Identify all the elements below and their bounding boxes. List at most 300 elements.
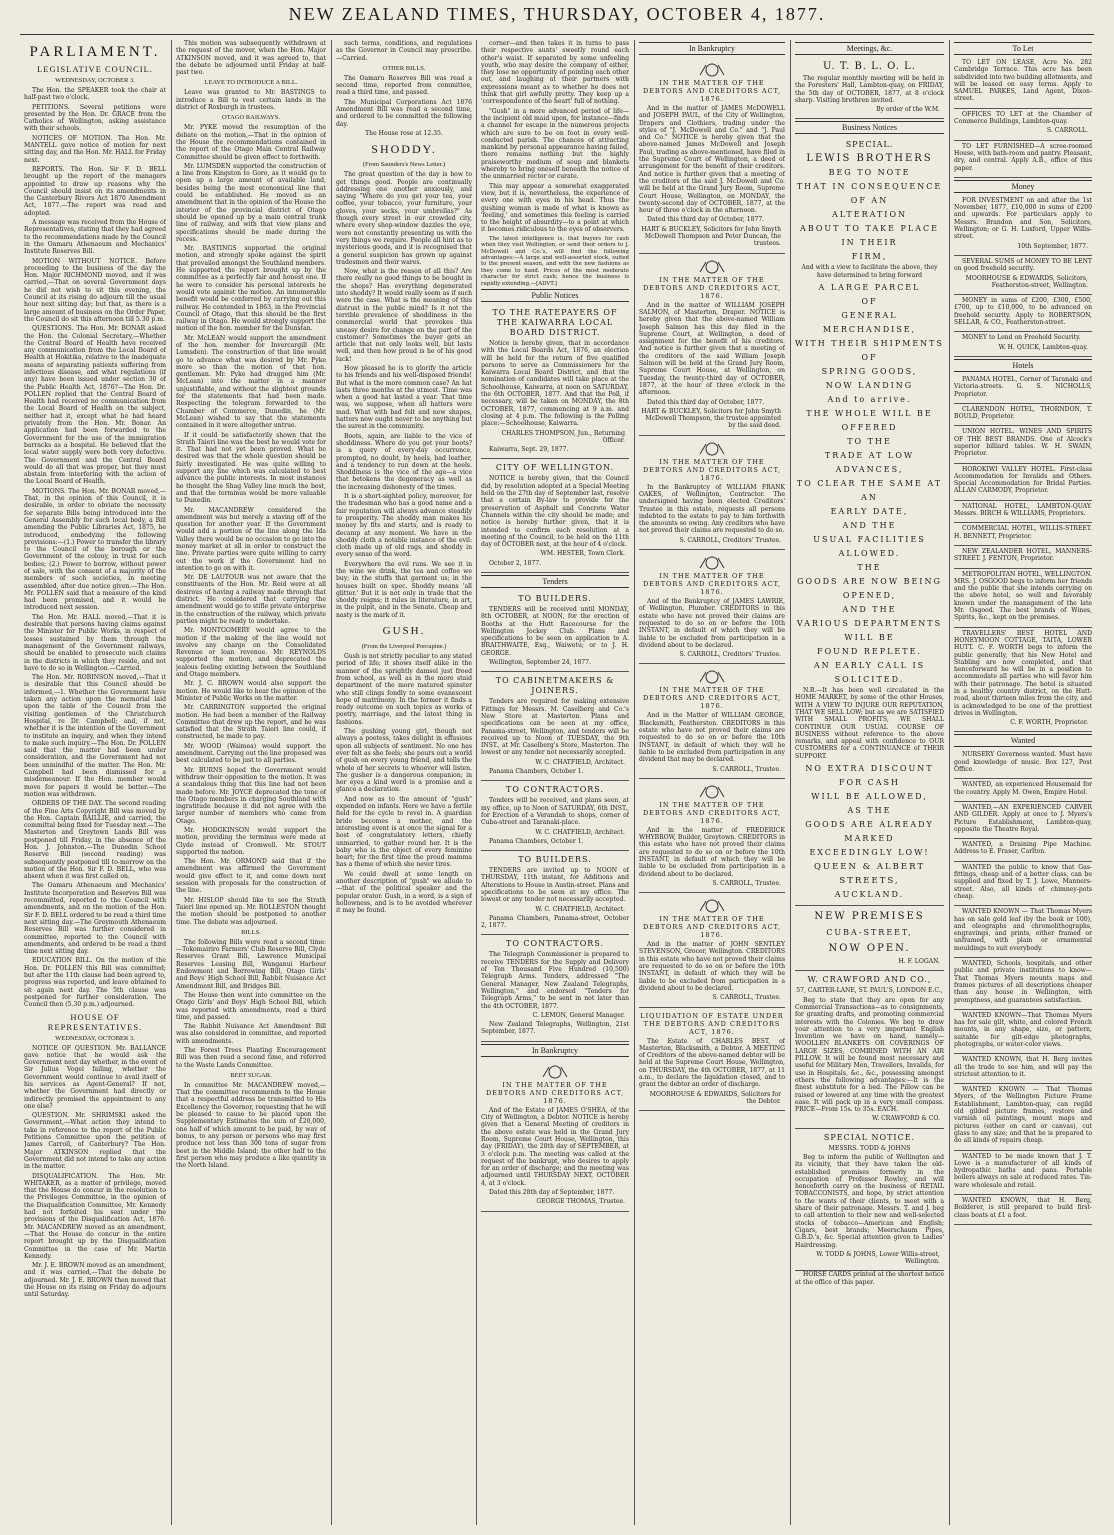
paragraph: "Gush" in a more advanced period of life—the incipient old maid upon, for instance—finds a channel for escape in the numerous projects which are sure to be on foot in every well-conducted parish. The chances of attracting mankind by personal appearance having failed, there remains nothing but the highly praiseworthy medium of soup and blankets whereby to bring oneself beneath the notice of the unmarried rector or curate. <box>481 107 629 181</box>
ad-display-line: BEG TO NOTE <box>828 168 911 178</box>
ad-heading: NEW PREMISES <box>814 911 925 923</box>
bankruptcy-notice <box>639 550 785 664</box>
advertisement: The latest intelligence is, that buyers for cash when they visit Wellington, or send their orders to J. McDowell and Co.'s, will find the following advantages:—A large and well-assorted stock, suited to the present season, and with the new fashions as they come to hand. Prices of the most moderate character for strict cash; hence the business is rapidly extending.—[ADVT.] <box>481 235 629 287</box>
ad-body: MONEY in sums of £200, £300, £500, £700, up to £10,000, to be advanced on freehold security. Apply to ROBERTSON, SELLAR, & CO., Featherston-street. <box>954 297 1092 327</box>
tender-body: The Telegraph Commissioner is prepared to receive TENDERS for the Supply and Delivery of Ten Thousand Five Hundred (10,500) Telegraph Arms. Tenders, addressed "The General Manager, New Zealand Telegraphs, Wellington," and endorsed "Tenders for Telegraph Arms," to be sent in not later than the 4th OCTOBER, 1877. <box>481 951 629 1010</box>
ad-body: NEW ZEALANDER HOTEL, MANNERS-STREET. J. FENTON, Proprietor. <box>954 547 1092 563</box>
bankruptcy-body: In the Bankruptcy of WILLIAM FRANK OAKES, of Wellington, Contractor. The undersigned having been elected Creditors' Trustee in this estate, requests all persons indebted to the estate to pay to him forthwith the amounts so owing. Any creditors who have not proved their claims are requested to do so. <box>639 483 785 535</box>
ad-display-line: AND THE <box>842 521 897 531</box>
column-rule <box>634 40 635 1525</box>
liquidation-notice <box>639 1008 785 1112</box>
ad-body: TO LET FURNISHED—A scree-roomed House, with bath-room and pantry. Pleasant, dry, and central. Apply A.B., office of this paper. <box>954 142 1092 172</box>
ad-address: QUEEN & ALBERT STREETS, <box>813 862 926 887</box>
paragraph: PETITIONS. Several petitions were presented by the Hon. Dr. GRACE from the Catholics of Wellington, asking assistance with their schools. <box>24 103 166 133</box>
hotel-ad <box>954 464 1092 501</box>
classified-ad <box>954 109 1092 141</box>
hotel-ad <box>954 546 1092 569</box>
bankruptcy-signature: HART & BUCKLEY, Solicitors for John Smyth McDowell Thompson and Peter Duncan, the trustees. <box>641 225 781 248</box>
ad-signature: H. F. LOGAN. <box>898 958 940 966</box>
wanted-ad <box>954 839 1092 862</box>
ad-display-line: EXCEEDINGLY LOW! <box>809 848 930 858</box>
meeting-signature: By order of the W.M. <box>876 106 940 114</box>
ad-signature: C. F. WORTH, Proprietor. <box>1010 719 1088 727</box>
ad-signature: W. TODD & JOHNS, Lower Willis-street, Wellington. <box>816 1250 940 1266</box>
paragraph: Now, what is the reason of all this? Are there really no good things to be bought in the shops? Has everything degenerated into shoddy? It would really seem as if such were the case. What is the meaning of this distrust in the public mind? Is it not the terrible prevalence of shoddiness in the commercial world that provokes this uneasy desire for change on the part of the customer? Sometimes the buyer gets an article that not only looks well, but lasts well, and then how proud is he of his good luck! <box>336 268 472 363</box>
tender-date: Panama Chambers, October 1. <box>489 837 584 845</box>
bankruptcy-signature: GEORGE THOMAS, Trustee. <box>536 1198 625 1206</box>
wanted-ad <box>954 1054 1092 1084</box>
paragraph: The Hon. the SPEAKER took the chair at half-past two o'clock. <box>24 87 166 102</box>
article-source: (From the Liverpool Porcupine.) <box>361 643 447 651</box>
ad-display-line: WILL BE <box>844 633 895 643</box>
paragraph: QUESTION. Mr. SHRIMSKI asked the Government,—What action they intend to take in reference to the report of the Public Petitions Committee upon the petition of James Carroll, of Canterbury? The Hon. Major ATKINSON replied that the Government did not intend to take any action in the matter. <box>24 1112 166 1171</box>
tender-ad <box>481 590 629 672</box>
subheading: BEET SUGAR. <box>230 1071 272 1079</box>
section-header: In Bankruptcy <box>639 42 785 55</box>
bankruptcy-title: IN THE MATTER OF THE DEBTORS AND CREDITORS ACT, 1876. <box>642 275 782 300</box>
paragraph: It is a short-sighted policy, moreover, for the tradesman who has a good name and a fair reputation will always advance steadily to prosperity. The shoddy man makes his money by fits and starts, and is ready to decamp at any moment. We have in the shoddy cloth a notable instance of the evil: cloth made up of old rags, and shoddy in every sense of the word. <box>336 493 472 559</box>
advertiser-name: LEWIS BROTHERS <box>806 153 933 165</box>
ad-body: METROPOLITAN HOTEL, WELLINGTON. MRS. J. OSGOOD begs to inform her friends and the public that she intends carrying on the above hotel, so well and favorably known under the management of the late Mr. Osgood. The best brands of Wines, Spirits, &c., kept on the premises. <box>954 570 1092 622</box>
tender-title: TO BUILDERS. <box>518 593 592 603</box>
section-title: PARLIAMENT. <box>29 44 161 60</box>
wanted-ad <box>954 862 1092 906</box>
new-premises-ad <box>795 906 944 971</box>
ad-body: NURSERY Governess wanted. Must have good knowledge of music. Box 127, Post Office. <box>954 751 1092 774</box>
ad-body: WANTED KNOWN, that H. Berg invites all the trade to see him, and will pay the strictest attention to it. <box>954 1056 1092 1078</box>
ad-display-line: ABOUT TO TAKE PLACE IN THEIR <box>800 224 939 248</box>
ad-display-line: And to arrive. <box>827 395 912 405</box>
classified-ad <box>954 332 1092 357</box>
bankruptcy-title: IN THE MATTER OF THE DEBTORS AND CREDITORS ACT, 1876. <box>485 1080 625 1105</box>
paragraph: The following Bills were read a second time:—Tokomairiro Farmers' Club Reserve Bill, Clyde Reserves Grant Bill, Lawrence Municipal Reserves Leasing Bill, Wanganui Harbour Endowment and Borrowing Bill, Otago Girls' and Boys' High School Bill, Rabbit Nuisance Act Amendment Bill, and Bridges Bill. <box>176 938 326 990</box>
subheading: BILLS. <box>241 928 261 936</box>
paragraph: And now as to the amount of "gush" expended on infants. Here we have a fertile field for the cycle to revel in. A guardian bride becomes a mother, and the interesting event is at once the signal for a host of congratulatory letters, chiefly unmarried, to gather round her. It is the baby who is the object of every feminine heart; for the first time the proud mamma has a theme of which she never tires. <box>336 795 472 869</box>
tender-signature: C. LEMON, General Manager. <box>532 1011 625 1019</box>
paragraph: Mr. CARRINGTON supported the original motion. He had been a member of the Railway Committee that drew up the report, and he was satisfied that the Strath Taieri line could, if constructed, be made to pay. <box>176 704 326 741</box>
notice-title: CITY OF WELLINGTON. <box>495 463 615 473</box>
ad-body: OFFICES TO LET at the Chamber of Commerce Buildings, Lambton-quay. <box>954 110 1092 126</box>
tender-title: TO CONTRACTORS. <box>505 939 605 949</box>
ad-display-line: GOODS ARE ALREADY MARKED <box>805 820 934 844</box>
tender-date: Panama Chambers, October 1. <box>489 768 584 776</box>
article-source: (From Saunders's News Letter.) <box>362 161 446 169</box>
article-title: SHODDY. <box>371 142 437 157</box>
hotel-ad <box>954 404 1092 427</box>
ad-display-line: VARIOUS DEPARTMENTS <box>796 619 943 629</box>
tender-date: Panama Chambers, Panama-street, October 2, 1877. <box>481 914 629 930</box>
bankruptcy-notice <box>639 57 785 254</box>
royal-arms-icon <box>697 783 727 799</box>
bankruptcy-title: IN THE MATTER OF THE DEBTORS AND CREDITORS ACT, 1876. <box>642 686 782 711</box>
notice-title: TO THE RATEPAYERS OF THE KAIWARRA LOCAL BOARD DISTRICT. <box>492 307 618 337</box>
bankruptcy-body: And in the matter of JOHN SENTLEY STEVENSON, Grocer, Wellington. CREDITORS in this estate who have not proved their claims are requested to do so on or before the 10th INSTANT, in default of which they will be liable to be excluded from participation in a dividend about to be declared. <box>639 941 785 992</box>
royal-arms-icon <box>697 258 727 274</box>
royal-arms-icon <box>697 61 727 77</box>
todd-johns-ad <box>795 1129 944 1272</box>
bankruptcy-body: And of the Bankruptcy of JAMES LAWRIE, of Wellington, Plumber. CREDITORS in this estate who have not proved their claims are requested to do so on or before the 10th INSTANT, in default of which they will be liable to be excluded from participation in a dividend about to be declared. <box>639 598 785 649</box>
tender-ad <box>481 672 629 781</box>
paragraph: The House rose at 12.35. <box>365 129 443 137</box>
column-rule <box>949 40 950 1525</box>
bankruptcy-signature: S. CARROLL, Trustee. <box>712 879 781 887</box>
ad-display-line: FOUND REPLETE. <box>817 647 922 657</box>
hotel-ad <box>954 501 1092 524</box>
tender-date: New Zealand Telegraphs, Wellington, 21st September, 1877. <box>481 1021 629 1036</box>
notice-signature: CHARLES THOMPSON, Jun., Returning Officer. <box>501 429 625 444</box>
paragraph: Mr. J. C. BROWN would also support the motion. He would like to hear the opinion of the Minister of Public Works on the matter. <box>176 680 326 702</box>
paragraph: In committee Mr. MACANDREW moved,—That the committee recommends to the House that a respectful address be transmitted to His Excellency the Governor, requesting that he will be pleased to cause to be placed upon the Supplementary Estimates the sum of £20,000, one half of which amount to be paid, by way of bonus, to any person or persons who may first produce not less than 300 tons of sugar from beet in the Middle Island; the other half to the first person who may produce a like quantity in the North Island. <box>176 1081 326 1170</box>
paragraph: The Oamaru Reserves Bill was read a second time, reported from committee, read a third time, and passed. <box>336 74 472 97</box>
classified-ad <box>954 195 1092 256</box>
tender-title: TO CABINETMAKERS & JOINERS. <box>495 676 615 696</box>
classified-ad <box>954 141 1092 178</box>
paragraph: The Hon. Mr. ORMOND said that if the amendment was affirmed the Government would give effect to it, and come down next session with proposals for the construction of the line. <box>176 858 326 895</box>
paragraph: The House then went into committee on the Otago Girls' and Boys' High School Bill, which was reported with amendments, read a third time, and passed. <box>176 991 326 1021</box>
ad-body: Beg to state that they are open for any Commercial Transactions—as to consignments, for granting drafts, and promoting commercial interests with the Colonies. We beg to draw your attention to a very important English Invention we have on hand, namely—WOOLLEN BLANKETS OR COVERINGS OF LARGE SIZES, COMBINED WITH AN AIR PILLOW. It will be found most necessary and useful for Military Men, Travellers, Invalids, for use in Hospitals, &c., &c., possessing amongst others the following advantages:—It is the finest substitute for a bed. The Pillow can be raised or lowered at any time with the greatest ease. It will pack up in a very small compass. PRICE—From 15s. to 35s. EACH. <box>795 996 944 1114</box>
bankruptcy-body: And in the matter of FREDERICK WHYBROW, Builder, Greytown. CREDITORS in this estate who have not proved their claims are requested to do so on or before the 10th INSTANT, in default of which they will be liable to be excluded from participation in a dividend about to be declared. <box>639 826 785 878</box>
ad-body: HOROKIWI VALLEY HOTEL. First-class Accommodation for Invalids and Others. Special Accommodation for Bridal Parties. ALLAN CARMODY, Proprietor. <box>954 465 1092 495</box>
paragraph: The Oamaru Athenaeum and Mechanics' Institute Incorporation and Reserves Bill was recommitted, reported to the Council with amendments, and on the motion of the Hon. Sir F. D. BELL ordered to be read a third time next sitting day.—The Greymouth Athenaeum Reserves Bill was further considered in committee, reported to the Council with amendments, and ordered to be read a third time next sitting day. <box>24 882 166 956</box>
wanted-ad <box>954 1084 1092 1150</box>
wanted-ad <box>954 802 1092 839</box>
column-rule <box>476 40 477 1525</box>
ad-display-line: ALTERATION <box>831 210 908 220</box>
ad-text: And with a view to facilitate the above, they have determined to bring forward <box>801 264 938 279</box>
bankruptcy-body: And in the Matter of WILLIAM GEORGE, Blacksmith, Featherston. CREDITORS in this estate who have not proved their claims are requested to do so on or before the 10th INSTANT, in default of which they will be liable to be excluded from participation in any dividend that may be declared. <box>639 712 785 764</box>
wanted-ad <box>954 749 1092 779</box>
paragraph: Mr. HISLOP should like to see the Strath Taieri line opened up. Mr. ROLLESTON thought the motion should be postponed to another time. The debate was adjourned. <box>176 896 326 926</box>
section-header: In Bankruptcy <box>481 1044 629 1057</box>
notice-kaiwarra <box>481 304 629 459</box>
wanted-ad <box>954 958 1092 1010</box>
tender-ad <box>481 935 629 1041</box>
ad-body: PANAMA HOTEL, Corner of Taranaki and Victoria-streets. G. S. NICHOLLS, Proprietor. <box>954 375 1092 398</box>
ad-body: FOR INVESTMENT on and after the 1st November, 1877, £10,000 in sums of £200 and upwards. For particulars apply to Messrs. Brandon and Son, Solicitors, Wellington; or G. H. Luxford, Upper Willis-street. <box>954 196 1092 241</box>
ad-body: WANTED KNOWN—That Thomas Myers has for sale gilt, white, and colored French mounts, in any shape, size, or pattern, suitable for gilt-edge photographs, photographs, or water-color views. <box>954 1011 1092 1048</box>
hotel-ad <box>954 569 1092 628</box>
tender-date: Wellington, September 24, 1877. <box>489 659 591 667</box>
ad-heading: NOW OPEN. <box>828 943 911 955</box>
article-title: GUSH. <box>382 625 426 638</box>
paragraph: Mr. BURNS hoped the Government would withdraw their opposition to the motion. It was a scandalous thing that this line had not been made before. Mr. JOYCE deprecated the tone of the Otago members in charging Southland with ingratitude because it did not agree with the larger number of members who came from Otago. <box>176 766 326 825</box>
paragraph: Mr. DE LAUTOUR was not aware that the constituents of the Hon. Mr. Reid were at all desirous of having a railway made through that district. He considered that carrying the amendment would go to stifle private enterprise in the construction of the railway, which private parties might be ready to undertake. <box>176 574 326 625</box>
paragraph: DISQUALIFICATION. The Hon. Mr. WHITAKER, as a matter of privilege, moved that the House do concur in the resolution to the Privileges Committee, in the opinion of the Disqualification Committee, Mr. Kennedy had not forfeited his seat under the provisions of the Disqualification Act, 1876. Mr. MACANDREW moved as an amendment,—That the House do concur in the entire report brought up by the Disqualification Committee in the case of Mr. Martin Kennedy. <box>24 1172 166 1260</box>
paragraph: The great question of the day is how to get things good. People are continually addressing one another anxiously, and saying "Where do you get your tea, your coffee, your tobacco, your furniture, your gloves, your socks, your umbrellas?" As though every street in our crowded city, where every shop-window dazzles the eye, were not constantly presenting us with the very things we require. People all hint as to mysterious goods, and it is recognised that a general suspicion has grown up against tradesmen and their wares. <box>336 171 472 266</box>
bankruptcy-notice <box>639 893 785 1007</box>
wanted-ad <box>954 779 1092 802</box>
ad-title: W. CRAWFORD AND CO., <box>807 975 932 985</box>
ad-display-line: SPRING GOODS, <box>821 367 918 377</box>
subsection-title: LEGISLATIVE COUNCIL. <box>37 64 153 74</box>
paragraph: If it could be satisfactorily shown that the Strath Taieri line was the best he would vote for it. That had not yet been proved. What he desired was that the whole question should be fairly investigated. He was quite willing to support any line which was calculated to best advance the public interests. In most instances he thought the Shag Valley line much the best, and that the terminus would be more valuable to Dunedin. <box>176 431 326 505</box>
crawford-ad <box>795 971 944 1128</box>
paragraph: such terms, conditions, and regulations as the Governor in Council may prescribe.—Carried. <box>336 40 472 62</box>
tender-body: TENDERS will be received until MONDAY, 8th OCTOBER, at NOON, for the erection of Booths at the Hutt Racecourse for the Wellington Jockey Club. Plans and specifications to be seen on application to A. BRAITHWAITE, Esq., Waiwetu; or to J. H. GEORGE. <box>481 605 629 657</box>
ad-display-line: WITH THEIR SHIPMENTS <box>795 339 944 349</box>
royal-arms-icon <box>697 668 727 684</box>
ad-body: CLARENDON HOTEL, THORNDON, T. BOULD, Proprietor. <box>954 405 1092 421</box>
ad-body: NATIONAL HOTEL, LAMBTON-QUAY. Messrs. BIRCH & WILLIAMS, Proprietors. <box>954 502 1092 518</box>
paragraph: Mr. BASTINGS supported the original motion, and strongly spoke against the spirit that prevailed amongst the Southland members. He supported the report brought up by the committee as a perfectly fair and honest one. If he were to consider his personal interests he would vote against the motion. An innumerable benefit would be conferred by carrying out this railway. He contended in 1863, in the Provincial Council of Otago, that this should be the first railway in Otago. He would strongly support the motion of the hon. member for the Dunstan. <box>176 245 326 333</box>
paragraph: The Hon. Mr. HALL moved,—That it is desirable that persons having claims against the Minister for Public Works, in respect of losses sustained by them through the management of the Government railways, should be enabled to prosecute such claims in the districts in which they reside, and not have to do so in Wellington.—Carried. <box>24 613 166 672</box>
liquidation-signature: MOORHOUSE & EDWARDS, Solicitors for the Debtor. <box>649 1090 781 1105</box>
wanted-ad <box>954 1195 1092 1225</box>
column-bankruptcy <box>639 40 785 1525</box>
paragraph: Gush is not strictly peculiar to any stated period of life; it shows itself alike in the manner of the sprightly damsel just freed from school, as well as in the more staid department of the more matured spinster who still clings fondly to some evanescent hope of matrimony. In the former it finds a ready outcome on such topics as works of poetry, marriage, and the latest thing in fashions. <box>336 653 472 726</box>
bankruptcy-notice <box>639 436 785 550</box>
ad-display-line: FIRM, <box>851 252 888 262</box>
bankruptcy-title: IN THE MATTER OF THE DEBTORS AND CREDITORS ACT, 1876. <box>642 572 782 597</box>
notice-signature: WM. HESTER, Town Clerk. <box>540 550 625 558</box>
ad-display-line: TO CLEAR THE SAME AT AN <box>796 479 943 503</box>
bankruptcy-title: IN THE MATTER OF THE DEBTORS AND CREDITORS ACT, 1876. <box>642 800 782 825</box>
ad-signature: S. CARROLL. <box>1046 127 1088 135</box>
column-classifieds <box>954 40 1092 1525</box>
bankruptcy-date: Dated this 28th day of September, 1877. <box>489 1189 615 1197</box>
hotel-ad <box>954 426 1092 463</box>
wanted-ad <box>954 1151 1092 1195</box>
column-notices-tenders <box>481 40 629 1525</box>
bankruptcy-date: Dated this third day of October, 1877. <box>647 216 765 224</box>
masthead: NEW ZEALAND TIMES, THURSDAY, OCTOBER 4, 1877. <box>288 4 826 24</box>
notice-city <box>481 459 629 573</box>
section-header: Money <box>954 180 1092 193</box>
ad-lines <box>795 762 944 860</box>
ad-display-line: WILL BE ALLOWED, <box>811 792 928 802</box>
ad-display-line: NO EXTRA DISCOUNT FOR CASH <box>805 764 934 788</box>
wanted-ad <box>954 1010 1092 1054</box>
classified-ad <box>954 295 1092 332</box>
ad-display-line: THE WHOLE WILL BE OFFERED <box>806 409 933 433</box>
notice-body: NOTICE is hereby given, that the Council did, by resolution adopted at a Special Meeting held on the 27th day of September last, resolve that a certain By-law to provide for the preservation of Asphalt and Concrete Water Channels within the city should be made; and notice is hereby further given, that it is intended to confirm such resolution at a meeting of the Council, to be held on the 11th day of OCTOBER next, at the hour of 4 o'clock. <box>481 475 629 549</box>
paragraph: The Hon. Mr. ROBINSON moved,—That it is desirable that this Council should be informed,—1. Whether the Government have taken any action upon the memorial laid upon the table of the Council from the visiting gentlemen of the Christchurch Hospital, re Dr. Campbell; and, if not, whether it is the intention of the Government to institute an inquiry, and when they intend to make such inquiry.—The Hon. Dr. POLLEN said that the matter had been under consideration, and the Government had not been unmindful of the matter. The Hon. Mr. Campbell had been dismissed for a misdemeanour. If the Hon. member would move for papers it would be better.—The motion was withdrawn. <box>24 674 166 798</box>
ad-body: MONEY to Lend on Freehold Security. <box>962 334 1081 342</box>
date-line: WEDNESDAY, OCTOBER 3. <box>55 1034 135 1042</box>
ad-body: WANTED,—AN EXPERIENCED CARVER AND GILDER. Apply at once to J. Myers's Picture Establishment, Lambton-quay, opposite the Theatre Royal. <box>954 803 1092 833</box>
paragraph: MOTION WITHOUT NOTICE. Before proceeding to the business of the day the Hon. Major RICHMOND moved, and it was carried,—That on several Government days he did not wish to sit this evening, the Council at its rising do adjourn till the usual hour next sitting day; but that, as there is a large amount of business on the Order Paper, the Council do sit this afternoon till 5.30 p.m. <box>24 257 166 323</box>
ad-body: WANTED to be made known that J. T. Lowe is a manufacturer of all kinds of hydropathic baths and pans. Portable boilers always on sale at reduced rates. Tin-ware wholesale and retail. <box>954 1152 1092 1189</box>
notice-date: October 2, 1877. <box>489 559 542 567</box>
lodge-title: U. T. B. L. O. L. <box>823 61 916 72</box>
ad-lines <box>795 281 944 687</box>
notice-body: Notice is hereby given, that in accordance with the Local Boards Act, 1876, an election will be held for the return of five qualified persons to serve as Commissioners for the Kaiwarra Local Board District, and that the nomination of candidates will take place at the Schoolhouse, Kaiwarra, at noon on SATURDAY, the 6th OCTOBER, 1877. And that the Poll, if necessary, will be taken on MONDAY, the 8th OCTOBER, 1877, commencing at 9 a.m. and closing at 4 p.m. The following is the Polling place:—Schoolhouse, Kaiwarra. <box>481 339 629 428</box>
ad-text: N.B.—It has been well circulated in the HOME MARKET, by some of the other Houses, WITH A VIEW TO INJURE OUR REPUTATION, THAT WE SELL LOW; but as we are SATISFIED WITH SMALL PROFITS, WE SHALL CONTINUE OUR USUAL COURSE OF BUSINESS without reference to the above remarks, and appeal with confidence to OUR CUSTOMERS for a CONTINUANCE of THEIR SUPPORT. <box>795 687 944 760</box>
ad-body: Beg to inform the public of Wellington and its vicinity, that they have taken the old-established premises formerly in the occupation of Professor Rowley, and will henceforth carry on the business of RETAIL TOBACCONISTS, and hope, by strict attention to the wants of their clients, to meet with a share of their patronage. Messrs. T. and J. beg to call attention to their new and well-selected stocks of tobacco—American and English; Cigars, best brands; Meerschaum Pipes, G.B.D.'s, &c. Special attention given to Ladies' Hairdressing. <box>795 1153 944 1249</box>
bankruptcy-title: IN THE MATTER OF THE DEBTORS AND CREDITORS ACT, 1876. <box>642 457 782 482</box>
ad-display-line: GENERAL MERCHANDISE, <box>822 311 917 335</box>
ad-display-line: TRADE AT LOW ADVANCES, <box>824 451 915 475</box>
ad-body: COMMERCIAL HOTEL, WILLIS-STREET. H. BENNETT, Proprietor. <box>954 525 1092 540</box>
meeting-notice <box>795 57 944 119</box>
paragraph: This motion was subsequently withdrawn at the request of the mover, when the Hon. Major ATKINSON moved, and it was agreed to, that the debate be adjourned until Friday at half-past two. <box>176 40 326 77</box>
paragraph: How pleased he is to glorify the article to his friends and his well-disposed friends! But what is the more common case? An hat lasts three months at the utmost. Time was when a good hat lasted a year. That time was, we suppose, when all hatters were mad. What with bad felt and new shapes, hatters now ought never to be anything but the surest in the community. <box>336 364 472 431</box>
bankruptcy-signature: S. CARROLL, Creditors' Trustee. <box>679 536 781 544</box>
paragraph: The Forest Trees Planting Encouragement Bill was then read a second time, and referred to the Waste Lands Committee. <box>176 1047 326 1069</box>
subheading: OTAGO RAILWAYS. <box>222 114 280 122</box>
ad-body: WANTED, Schools, hospitals, and other public and private institutions to know—That Thomas Myers mounts maps and frames pictures of all descriptions cheaper than any house in Wellington, with promptness, and guarantees satisfaction. <box>954 960 1092 1004</box>
paragraph: Mr. PYKE moved the resumption of the debate on the motion,—That in the opinion of the House the recommendations contained in the report of the Otago Main Central Railway Committee should be given effect to forthwith. <box>176 124 326 161</box>
tender-signature: W. C. CHATFIELD, Architect. <box>535 758 625 766</box>
tender-signature: W. C. CHATFIELD, Architect. <box>535 905 625 913</box>
ad-names: MESSRS. TODD & JOHNS <box>828 1144 911 1152</box>
subheading: OTHER BILLS. <box>382 64 426 72</box>
ad-display-line: A LARGE PARCEL <box>818 283 921 293</box>
ad-kicker: SPECIAL. <box>845 140 894 150</box>
royal-arms-icon <box>697 554 727 570</box>
ad-body: SEVERAL SUMS of MONEY TO BE LENT on good freehold security. <box>954 257 1092 273</box>
ad-date: 10th September, 1877. <box>1017 242 1088 250</box>
ad-title: SPECIAL NOTICE. <box>823 1132 916 1142</box>
paragraph: Mr. MACANDREW considered the amendment was but merely a staving off of the question for another year. If the Government would add a portion of the line along the Ida Valley there would be no occasion to go into the money market at all in order to construct the line. Private parties were quite willing to carry out the work if the Government had no intention to go on with it. <box>176 506 326 572</box>
paragraph: NOTICE OF QUESTION. Mr. BALLANCE gave notice that he would ask the Government next day whether, in the event of Sir Julius Vogel failing, whether the Government would continue to avail itself of his services as Agent-General? If not, whether the Government had directly or indirectly promised the appointment to any one else? <box>24 1044 166 1110</box>
subheading: LEAVE TO INTRODUCE A BILL. <box>204 79 298 87</box>
section-header: Wanted <box>954 734 1092 747</box>
bankruptcy-title: IN THE MATTER OF THE DEBTORS AND CREDITORS ACT, 1876. <box>642 79 782 103</box>
ad-body: WANTED, a Draining Pipe Machine. Address to E. Fraser, Carlton. <box>954 841 1092 856</box>
ad-display-line: THAT IN CONSEQUENCE OF AN <box>796 182 943 206</box>
ad-display-line: THE <box>857 563 882 573</box>
royal-arms-icon <box>697 897 727 913</box>
paragraph: We could dwell at some length on another description of "gush" we allude to—that of the political speaker and the popular orator. Gush, in a word, is a sign of hollowness, and is to be avoided wherever it may be found. <box>336 870 472 915</box>
liquidation-body: The Estate of CHARLES BEST, of Masterton, Blacksmith, a Debtor. A MEETING of Creditors of the above-named debtor will be held at the Supreme Court House, Wellington, on THURSDAY, the 4th OCTOBER, 1877, at 11 a.m., to declare the liquidation closed, and to grant the debtor an order of discharge. <box>639 1037 785 1089</box>
ad-body: TRAVELLERS' BEST HOTEL AND HONEYMOON COTTAGE, TAITA, LOWER HUTT. C. F. WORTH begs to inform the public generally, that his New Hotel and Stabling are now completed, and that henceforward he will be in a position to accommodate all parties who will favor him with their patronage. The hotel is situated in a healthy country district, on the Hutt-road, about thirteen miles from the city, and is acknowledged to be one of the prettiest drives in Wellington. <box>954 629 1092 717</box>
paragraph: Leave was granted to Mr. BASTINGS to introduce a Bill to vest certain lands in the district of Roxburgh in trustees. <box>176 89 326 112</box>
ad-display-line: AND THE <box>842 605 897 615</box>
ad-body: UNION HOTEL. WINES AND SPIRITS OF THE BEST BRANDS. One of Alcock's superior billiard tables. W. H. SWAIN, Proprietor. <box>954 428 1092 458</box>
paragraph: EDUCATION BILL. On the motion of the Hon. Dr. POLLEN this Bill was committed; but after the 11th clause had been agreed to, progress was reported, and leave obtained to sit again next day. The 5th clause was postponed for further consideration. The Council then (5.30 p.m.) adjourned. <box>24 957 166 1009</box>
ad-display-line: GOODS ARE NOW BEING OPENED, <box>797 577 942 601</box>
tender-body: Tenders will be received, and plans seen, at my office, up to Noon of SATURDAY, 6th INST., for Erection of a Verandah to shops, corner of Cuba-street and Taranaki-place. <box>481 797 629 827</box>
hotel-ad <box>954 523 1092 546</box>
ad-signature: MOORHOUSE & EDWARDS, Solicitors, Featherston-street, Wellington. <box>965 274 1088 289</box>
ad-street: CUBA-STREET, <box>826 928 913 938</box>
column-rule <box>171 40 172 1525</box>
tender-title: TO BUILDERS. <box>518 855 592 865</box>
paragraph: REPORTS. The Hon. Sir F. D. BELL brought up the report of the managers appointed to draw up reasons why the Council should insist on its amendments in the Canterbury Rivers Act 1870 Amendment Act, 1877.—The report was read and adopted. <box>24 165 166 217</box>
classified-ad <box>954 256 1092 295</box>
section-header: Public Notices <box>481 289 629 302</box>
bankruptcy-date: Dated this third day of October, 1877. <box>647 398 765 406</box>
ad-body: WANTED the public to know that Gas-fittings, cheap and of a better class, can be supplied and fixed by T. J. Lowe, Manners-street. Also, all kinds of chimney-pots cheap. <box>954 863 1092 900</box>
column-parliament-continued <box>176 40 326 1525</box>
section-header: Hotels <box>954 359 1092 372</box>
bankruptcy-signature: S. CARROLL, Trustee. <box>712 994 781 1002</box>
bankruptcy-title: IN THE MATTER OF THE DEBTORS AND CREDITORS ACT, 1876. <box>642 915 782 940</box>
paragraph: QUESTIONS. The Hon. Mr. BONAR asked the Hon. the Colonial Secretary,—Whether the Central Board of Health have received any communication from the Local Board of Health at Hokitika, relative to the inadequate means of separating patients suffering from infectious disease, and what regulations (if any) have been issued under section 30 of the Public Health Act, 1876?—The Hon. Dr. POLLEN replied that the Central Board of Health had received no communication from the Local Board of Health on the subject, neither had it, except what he had heard privately from the Hon. Mr. Bonar. An application had been forwarded to the Government for the use of the immigration barracks as a hospital. He believed that the local water supply were both very defective. The Government and the Central Board would do all that was proper, but they must abstain from interfering with the action of the Local Board of Health. <box>24 325 166 486</box>
liquidation-title: LIQUIDATION OF ESTATE UNDER THE DEBTORS AND CREDITORS ACT, 1876. <box>640 1011 784 1036</box>
subsection-title: HOUSE OF REPRESENTATIVES. <box>47 1011 143 1032</box>
ad-display-line: OF <box>861 297 878 307</box>
column-business <box>795 40 944 1525</box>
ad-display-line: AN EARLY CALL IS SOLICITED. <box>813 661 926 685</box>
tender-ad <box>481 781 629 851</box>
ad-address: 57, CARTER-LANE, ST. PAUL'S, LONDON E.C., <box>796 987 943 995</box>
hotel-ad <box>954 628 1092 733</box>
ad-body: TO LET ON LEASE, Acre No. 282 Cambridge Terrace. This acre has been subdivided into two building allotments, and will be leased on easy terms. Apply to SAMUEL PARKES, Land Agent, Dixon-street. <box>954 59 1092 103</box>
bankruptcy-signature: S. CARROLL, Creditors' Trustee. <box>679 651 781 659</box>
lewis-brothers-ad <box>795 136 944 906</box>
paragraph: Everywhere the evil runs. We see it in the wine we drink, the tea and coffee we buy; in the stuffs that garment us; in the houses built on spec. Shoddy means 'all glitter.' But it is not only in trade that the shoddy reigns; it rules in literature, in art, in the pulpit, and in the Senate. Cheap and nasty is the mark of it. <box>336 560 472 619</box>
paragraph: A message was received from the House of Representatives, stating that they had agreed to the recommendations made by the Council in the Oamaru Athenaeum and Mechanics' Institute Reserves Bill. <box>24 219 166 256</box>
ad-display-line: TO THE <box>847 437 892 447</box>
ad-city: AUCKLAND. <box>834 890 905 900</box>
section-header: Business Notices <box>795 121 944 134</box>
section-header: Meetings, &c. <box>795 42 944 55</box>
tender-body: TENDERS are invited up to NOON of THURSDAY, 11th instant, for Additions and Alterations to House in Austin-street. Plans and specifications to be seen at my office. The lowest or any tender not necessarily accepted. <box>481 867 629 904</box>
ad-display-line: NOW LANDING <box>825 381 914 391</box>
section-header: Tenders <box>481 575 629 588</box>
bankruptcy-notice <box>639 664 785 778</box>
paragraph: ORDERS OF THE DAY. The second reading of the Fine Arts Copyright Bill was moved by the Hon. Captain BAILLIE, and carried, the committal being fixed for Tuesday next.—The Masterton and Greytown Lands Bill was postponed till Friday, in the absence of the Hon. J. Johnston.—The Dunedin School Reserve Bill (second reading) was subsequently postponed till to-morrow on the motion of the Hon. Sir F. D. BELL, who was absent when it was first called on. <box>24 800 166 881</box>
bankruptcy-signature: S. CARROLL, Trustee. <box>712 765 781 773</box>
hotel-ad <box>954 374 1092 404</box>
bankruptcy-notice <box>639 779 785 893</box>
bankruptcy-body: And in the matter of JAMES McDOWELL and JOSEPH PAUL, of the City of Wellington, Drapers and Clothiers, trading under the styles of "J. McDowell and Co." and "J. Paul and Co." NOTICE is hereby given that the above-named James McDowell and Joseph Paul, trading as above-mentioned, have filed in the Supreme Court of Wellington, a deed of arrangement for the benefit of their creditors. And notice is further given that a meeting of the creditors of the said J. McDowell and Co. will be held at the Grand Jury Room, Supreme Court House, Wellington, on MONDAY, the twenty-second day of OCTOBER, 1877, at the hour of three o'clock in the afternoon. <box>639 105 785 215</box>
paragraph: Mr. HODGKINSON would support the motion, providing the terminus were made at Clyde instead of Cromwell. Mr. STOUT supported the motion. <box>176 826 326 856</box>
column-parliament <box>24 40 166 1525</box>
paragraph: corner—and then takes it in turns to pass their respective aunts' sweetly round each other's waist. If separated by some unfeeling youth, who may desire the company of either, they lose no opportunity of pointing each other out, and laughing at their partners with expressions meant as to whether he does not think that girl awfully pretty. They keep up a 'correspondence of the heart' full of nothing. <box>481 40 629 106</box>
wanted-ad <box>954 906 1092 958</box>
ad-body: WANTED, an experienced Housemaid for the country. Apply M. Owen, Empire Hotel. <box>954 781 1092 796</box>
ad-display-line: AS THE <box>847 806 892 816</box>
column-rule <box>331 40 332 1525</box>
date-line: WEDNESDAY, OCTOBER 3. <box>55 77 135 84</box>
bankruptcy-body: And of the Estate of JAMES O'SHEA, of the City of Wellington, a Debtor. NOTICE is hereby given that a General Meeting of creditors in the above estate was held in the Grand Jury Room, Supreme Court House, Wellington, this day (FRIDAY), the 28th day of SEPTEMBER, at 3 o'clock p.m. The meeting was called at the request of the bankrupt, who desires to apply for an order of discharge; and the meeting was adjourned until THURSDAY NEXT, OCTOBER 4, at 3 o'clock. <box>481 1106 629 1187</box>
paragraph: NOTICES OF MOTION. The Hon. Mr. MANTELL gave notice of motion for next sitting day, and the Hon. Mr. HALL for Friday next. <box>24 134 166 164</box>
paragraph: Mr. J. E. BROWN moved as an amendment, and it was carried,—That the debate be adjourned. Mr. J. E. BROWN then moved that the House on its rising on Friday do adjourn until Saturday. <box>24 1262 166 1299</box>
notice-date: Kaiwarra, Sept. 29, 1877. <box>489 446 569 454</box>
paragraph: This may appear a somewhat exaggerated view, but it is, nevertheless, the experience of every one with eyes in his head. Thus the gushing woman is made of what is known as 'feeling,' and sometimes this feeling is carried to the height of absurdity—to a point at which it becomes ridiculous to the eyes of observers. <box>481 182 629 234</box>
tender-ad <box>481 851 629 935</box>
paragraph: Mr. WOOD (Waimea) would support the amendment. Carrying out the line proposed was best calculated to be just to all parties. <box>176 742 326 765</box>
tender-body: Tenders are required for making extensive Fittings for Messrs. M. Caselberg and Co.'s New Store at Masterton. Plans and specifications can be seen at my office, Panama-street, Wellington, and tenders will be received up to Noon of TUESDAY, the 9th INST., at Mr. Caselberg's Store, Masterton. The lowest or any tender not necessarily accepted. <box>481 698 629 757</box>
column-rule <box>790 40 791 1525</box>
ad-body: WANTED KNOWN, that H. Berg, Boilderer, is still prepared to build first-class boats at £1 a foot. <box>954 1197 1092 1219</box>
bankruptcy-notice <box>639 254 785 436</box>
classified-ad <box>954 57 1092 109</box>
ad-body: WANTED KNOWN — That Thomas Myers has on sale gold leaf (by the book or 100), and oleographs and chromolithographs, engravings, and prints, either framed or unframed, with plain or ornamental mouldings to suit everybody. <box>954 908 1092 952</box>
ad-display-line: OF <box>861 353 878 363</box>
column-shoddy-gush <box>336 40 472 1525</box>
tender-title: TO CONTRACTORS. <box>505 785 605 795</box>
royal-arms-icon <box>540 1063 570 1079</box>
bankruptcy-notice <box>481 1059 629 1212</box>
ad-lines <box>795 166 944 264</box>
paragraph: The Rabbit Nuisance Act Amendment Bill was also considered in committee, and reported with amendments. <box>176 1023 326 1045</box>
ad-display-line: USUAL FACILITIES ALLOWED. <box>813 535 926 559</box>
ad-body: HORSE CARDS printed at the shortest notice at the office of this paper. <box>795 1271 944 1286</box>
ad-signature: W. CRAWFORD & CO. <box>872 1115 940 1123</box>
paragraph: Mr. MONTGOMERY would agree to the motion if the making of the line would not involve any charge on the Consolidated Revenue or loan revenue. Mr. REYNOLDS supported the motion, and deprecated the jealous feeling existing between the Southland and Otago members. <box>176 627 326 679</box>
paragraph: MOTIONS. The Hon. Mr. BONAR moved,—That, in the opinion of this Council, it is desirable, in order to obviate the necessity for separate Bills being introduced into the General Assembly for such local body, a Bill amending the Public Libraries Act, 1875, be introduced, embodying the following provisions:—(1.) Power to transfer the library to the Council of the borough or the Government of the colony, in trust for such bodies; (2.) Power to borrow, without power of sale, with the consent of a majority of the members of such societies, in meeting assembled, after due notice given.—The Hon. Mr. FOLLEN said that a measure of the kind had been promised, and it would be introduced next session. <box>24 487 166 612</box>
ad-signature: W. H. QUICK, Lambton-quay. <box>998 343 1088 351</box>
section-header: To Let <box>954 42 1092 55</box>
paragraph: The gushing young girl, though not always a poetess, takes delight in effusions upon all subjects of sentiment. No one has ever felt as she feels; she pours out a world of gush on every young friend, and tells the whole of her secrets to whoever will listen. The gusher is a dangerous companion; in her eyes a kind word is a promise and a glance a declaration. <box>336 728 472 794</box>
bankruptcy-signature: HART & BUCKLEY, Solicitors for John Smyth McDowell Thompson, the trustee appointed by the said deed. <box>641 407 781 430</box>
meeting-body: The regular monthly meeting will be held in the Foresters' Hall, Lambton-quay, on FRIDAY, the 5th day of OCTOBER, 1877, at 8 o'clock sharp. Visiting brethren invited. <box>795 75 944 104</box>
paragraph: Mr. McLEAN would support the amendment of the hon. member for Invercargill (Mr. Lumsden). The construction of that line would go to advance what was desired by Mr. Pyke more so than the motion of that hon. gentleman. Mr. Pyke had dragged him (Mr. McLean) into the matter in a manner unjustifiable, and without the slightest grounds for the statements that had been made. Respecting the telegram forwarded to the Chamber of Commerce, Dunedin, he (Mr. McLean) wished to say that the statements contained in it were altogether untrue. <box>176 334 326 430</box>
ad-body: WANTED KNOWN — That Thomas Myers, of the Wellington Picture Frame Establishment, Lambton-quay, can regild old gilded picture frames, restore and varnish oil paintings, mount maps and pictures (either on card or canvas), cut glass to any size; and that he is prepared to do all kinds of repairs cheap. <box>954 1086 1092 1145</box>
paragraph: Boots, again, are liable to the vice of shoddiness. Where do you get your boots? is a query of every-day occurrence, prompted, no doubt, by heels, bad leather, and a tendency to run down at the heels. Shoddiness is the vice of the age—a vice that betokens the degeneracy as well as the increasing dishonesty of the times. <box>336 432 472 491</box>
masthead-rule <box>20 34 1094 35</box>
bankruptcy-body: And in the matter of WILLIAM JOSEPH SALMON, of Masterton, Draper. NOTICE is hereby given that the above-named William Joseph Salmon has this day filed in the Supreme Court, at Wellington, a deed of assignment for the benefit of his creditors. And notice is further given that a meeting of the creditors of the said William Joseph Salmon will be held at the Grand Jury Room, Supreme Court House, at Wellington, on Tuesday, the twenty-third day of OCTOBER, 1877, at the hour of three o'clock in the afternoon. <box>639 301 785 397</box>
paragraph: The Municipal Corporations Act 1876 Amendment Bill was read a second time, and ordered to be committed the following day. <box>336 98 472 128</box>
ad-display-line: EARLY DATE, <box>830 507 909 517</box>
royal-arms-icon <box>697 440 727 456</box>
paragraph: Mr. LUMSDEN supported the construction of a line from Kingston to Gore, as it would go to open up a large amount of available land, besides being the most economical line that could be established. He moved as an amendment that in the opinion of the House the interior of the provincial district of Otago should be opened up by a main central trunk line of railway, and with that view plans and specifications should be made during the recess. <box>176 162 326 243</box>
tender-signature: W. C. CHATFIELD, Architect. <box>535 828 625 836</box>
